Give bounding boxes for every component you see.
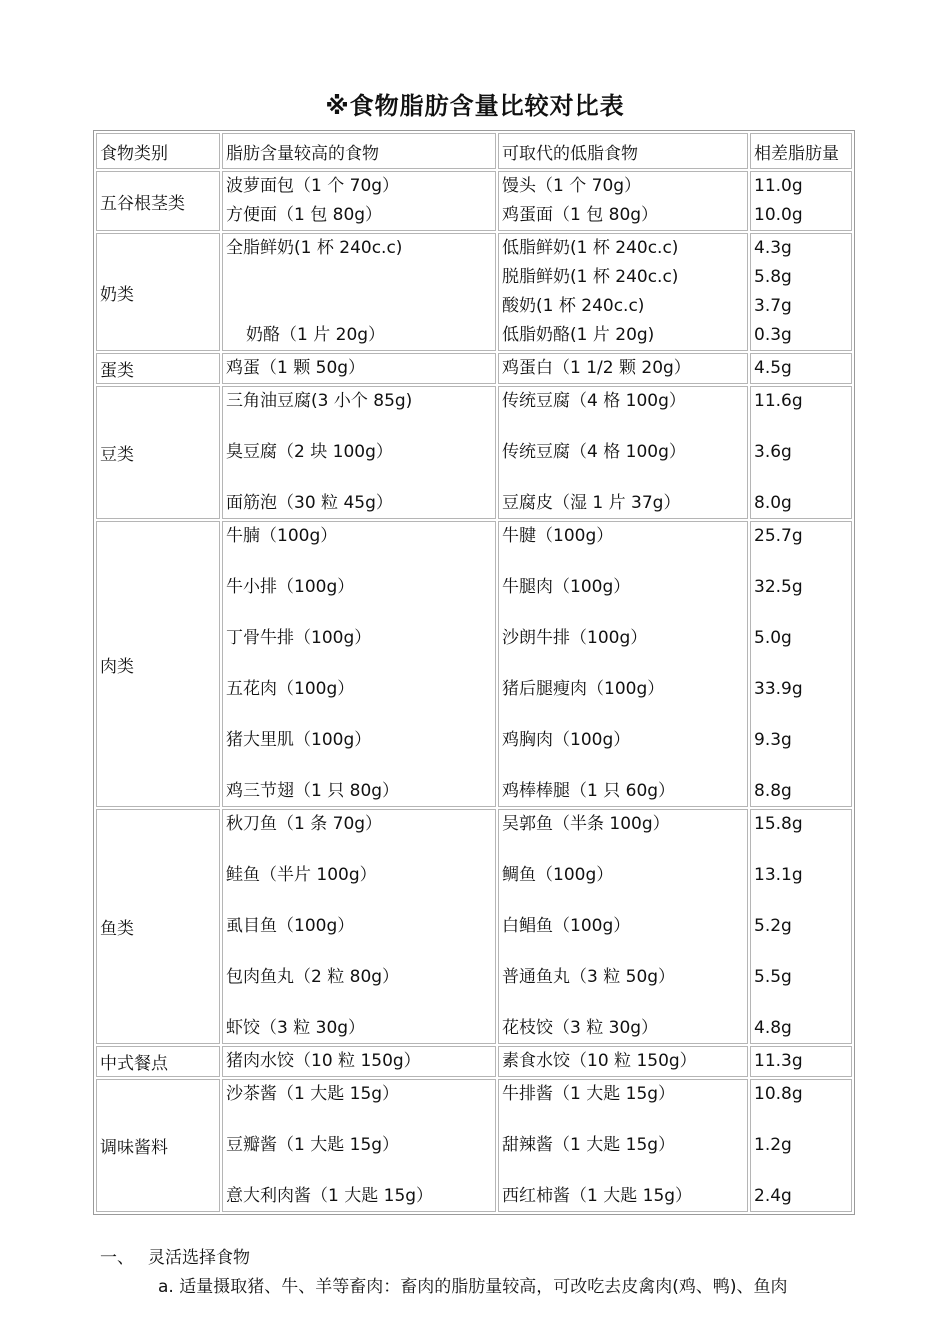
cell-line: 3.7g bbox=[754, 296, 792, 316]
cell-line: 8.8g bbox=[754, 781, 792, 801]
list-marker: a. bbox=[158, 1277, 174, 1297]
cell-line: 豆瓣酱（1 大匙 15g） bbox=[226, 1135, 400, 1155]
header-fat-difference: 相差脂肪量 bbox=[750, 133, 852, 169]
cell-line: 25.7g bbox=[754, 526, 803, 546]
low-fat-cell bbox=[498, 353, 748, 384]
cell-line: 0.3g bbox=[754, 325, 792, 345]
cell-line: 4.5g bbox=[754, 358, 792, 378]
cell-line: 虾饺（3 粒 30g） bbox=[226, 1018, 366, 1038]
cell-line: 鲑鱼（半片 100g） bbox=[226, 865, 377, 885]
low-fat-cell bbox=[498, 521, 748, 807]
cell-line: 素食水饺（10 粒 150g） bbox=[502, 1051, 697, 1071]
low-fat-cell bbox=[498, 233, 748, 351]
cell-line: 包肉鱼丸（2 粒 80g） bbox=[226, 967, 400, 987]
cell-line: 15.8g bbox=[754, 814, 803, 834]
cell-line: 牛小排（100g） bbox=[226, 577, 355, 597]
cell-line: 5.8g bbox=[754, 267, 792, 287]
cell-line: 11.0g bbox=[754, 176, 803, 196]
table-row bbox=[96, 1079, 852, 1212]
cell-line: 脱脂鲜奶(1 杯 240c.c) bbox=[502, 267, 679, 287]
cell-line: 5.2g bbox=[754, 916, 792, 936]
category-cell: 蛋类 bbox=[96, 353, 220, 384]
cell-line: 波萝面包（1 个 70g） bbox=[226, 176, 400, 196]
table-header-row bbox=[96, 133, 852, 169]
category-cell: 奶类 bbox=[96, 233, 220, 351]
difference-cell bbox=[750, 521, 852, 807]
cell-line: 三角油豆腐(3 小个 85g) bbox=[226, 391, 413, 411]
cell-line: 馒头（1 个 70g） bbox=[502, 176, 642, 196]
high-fat-cell bbox=[222, 233, 496, 351]
high-fat-cell bbox=[222, 1046, 496, 1077]
cell-line: 鲷鱼（100g） bbox=[502, 865, 614, 885]
difference-cell bbox=[750, 1079, 852, 1212]
cell-line: 臭豆腐（2 块 100g） bbox=[226, 442, 393, 462]
cell-line: 4.8g bbox=[754, 1018, 792, 1038]
high-fat-cell bbox=[222, 809, 496, 1044]
section-heading bbox=[100, 1244, 788, 1273]
cell-line: 11.3g bbox=[754, 1051, 803, 1071]
table-row bbox=[96, 1046, 852, 1077]
cell-line: 猪大里肌（100g） bbox=[226, 730, 372, 750]
cell-line: 鸡胸肉（100g） bbox=[502, 730, 631, 750]
cell-line bbox=[226, 292, 492, 321]
cell-line: 13.1g bbox=[754, 865, 803, 885]
cell-line: 9.3g bbox=[754, 730, 792, 750]
cell-line: 鸡蛋（1 颗 50g） bbox=[226, 358, 366, 378]
fat-comparison-table bbox=[93, 130, 855, 1215]
cell-line: 低脂奶酪(1 片 20g) bbox=[502, 325, 655, 345]
table-row bbox=[96, 809, 852, 1044]
low-fat-cell bbox=[498, 171, 748, 231]
cell-line: 33.9g bbox=[754, 679, 803, 699]
difference-cell bbox=[750, 809, 852, 1044]
cell-line: 面筋泡（30 粒 45g） bbox=[226, 493, 393, 513]
high-fat-cell bbox=[222, 353, 496, 384]
cell-line: 酸奶(1 杯 240c.c) bbox=[502, 296, 645, 316]
cell-line: 普通鱼丸（3 粒 50g） bbox=[502, 967, 676, 987]
table-row bbox=[96, 521, 852, 807]
difference-cell bbox=[750, 171, 852, 231]
cell-line: 虱目鱼（100g） bbox=[226, 916, 355, 936]
cell-line: 牛腩（100g） bbox=[226, 526, 338, 546]
cell-line: 猪肉水饺（10 粒 150g） bbox=[226, 1051, 421, 1071]
cell-line: 鸡蛋面（1 包 80g） bbox=[502, 205, 659, 225]
cell-line: 鸡棒棒腿（1 只 60g） bbox=[502, 781, 676, 801]
cell-line: 西红柿酱（1 大匙 15g） bbox=[502, 1186, 693, 1206]
section-number: 一、 bbox=[100, 1248, 134, 1268]
table-row bbox=[96, 353, 852, 384]
category-cell: 五谷根茎类 bbox=[96, 171, 220, 231]
category-cell: 豆类 bbox=[96, 386, 220, 519]
cell-line: 传统豆腐（4 格 100g） bbox=[502, 391, 686, 411]
cell-line: 10.0g bbox=[754, 205, 803, 225]
difference-cell bbox=[750, 1046, 852, 1077]
cell-line: 丁骨牛排（100g） bbox=[226, 628, 372, 648]
header-low-fat: 可取代的低脂食物 bbox=[498, 133, 748, 169]
cell-line: 3.6g bbox=[754, 442, 792, 462]
cell-line: 5.5g bbox=[754, 967, 792, 987]
category-cell: 中式餐点 bbox=[96, 1046, 220, 1077]
cell-line: 甜辣酱（1 大匙 15g） bbox=[502, 1135, 676, 1155]
cell-line: 沙茶酱（1 大匙 15g） bbox=[226, 1084, 400, 1104]
cell-line: 32.5g bbox=[754, 577, 803, 597]
table-row bbox=[96, 171, 852, 231]
cell-line: 意大利肉酱（1 大匙 15g） bbox=[226, 1186, 434, 1206]
cell-line: 沙朗牛排（100g） bbox=[502, 628, 648, 648]
cell-line: 传统豆腐（4 格 100g） bbox=[502, 442, 686, 462]
difference-cell bbox=[750, 233, 852, 351]
low-fat-cell bbox=[498, 386, 748, 519]
category-cell: 调味酱料 bbox=[96, 1079, 220, 1212]
cell-line: 10.8g bbox=[754, 1084, 803, 1104]
cell-line: 白鲳鱼（100g） bbox=[502, 916, 631, 936]
low-fat-cell bbox=[498, 809, 748, 1044]
cell-line: 牛腱（100g） bbox=[502, 526, 614, 546]
category-cell: 鱼类 bbox=[96, 809, 220, 1044]
cell-line: 11.6g bbox=[754, 391, 803, 411]
header-category: 食物类别 bbox=[96, 133, 220, 169]
high-fat-cell bbox=[222, 386, 496, 519]
table-row bbox=[96, 386, 852, 519]
cell-line: 全脂鲜奶(1 杯 240c.c) bbox=[226, 238, 403, 258]
cell-line: 豆腐皮（湿 1 片 37g） bbox=[502, 493, 681, 513]
cell-line: 吴郭鱼（半条 100g） bbox=[502, 814, 670, 834]
low-fat-cell bbox=[498, 1079, 748, 1212]
cell-line: 牛排酱（1 大匙 15g） bbox=[502, 1084, 676, 1104]
header-high-fat: 脂肪含量较高的食物 bbox=[222, 133, 496, 169]
section-title: 灵活选择食物 bbox=[148, 1248, 250, 1268]
cell-line: 奶酪（1 片 20g） bbox=[246, 325, 386, 345]
cell-line: 鸡蛋白（1 1/2 颗 20g） bbox=[502, 358, 691, 378]
list-item-a bbox=[100, 1273, 788, 1302]
cell-line: 方便面（1 包 80g） bbox=[226, 205, 383, 225]
difference-cell bbox=[750, 353, 852, 384]
page-title: ※食物脂肪含量比较对比表 bbox=[325, 92, 625, 120]
cell-line: 4.3g bbox=[754, 238, 792, 258]
cell-line: 猪后腿瘦肉（100g） bbox=[502, 679, 665, 699]
high-fat-cell bbox=[222, 521, 496, 807]
table-row bbox=[96, 233, 852, 351]
low-fat-cell bbox=[498, 1046, 748, 1077]
cell-line: 鸡三节翅（1 只 80g） bbox=[226, 781, 400, 801]
list-item-text: 适量摄取猪、牛、羊等畜肉：畜肉的脂肪量较高，可改吃去皮禽肉(鸡、鸭)、鱼肉 bbox=[179, 1277, 788, 1297]
cell-line: 8.0g bbox=[754, 493, 792, 513]
high-fat-cell bbox=[222, 1079, 496, 1212]
cell-line: 花枝饺（3 粒 30g） bbox=[502, 1018, 659, 1038]
cell-line: 5.0g bbox=[754, 628, 792, 648]
cell-line: 五花肉（100g） bbox=[226, 679, 355, 699]
cell-line: 秋刀鱼（1 条 70g） bbox=[226, 814, 383, 834]
cell-line bbox=[226, 263, 492, 292]
cell-line: 牛腿肉（100g） bbox=[502, 577, 631, 597]
cell-line: 低脂鲜奶(1 杯 240c.c) bbox=[502, 238, 679, 258]
notes-section bbox=[100, 1244, 788, 1302]
high-fat-cell bbox=[222, 171, 496, 231]
cell-line: 2.4g bbox=[754, 1186, 792, 1206]
category-cell: 肉类 bbox=[96, 521, 220, 807]
difference-cell bbox=[750, 386, 852, 519]
cell-line: 1.2g bbox=[754, 1135, 792, 1155]
